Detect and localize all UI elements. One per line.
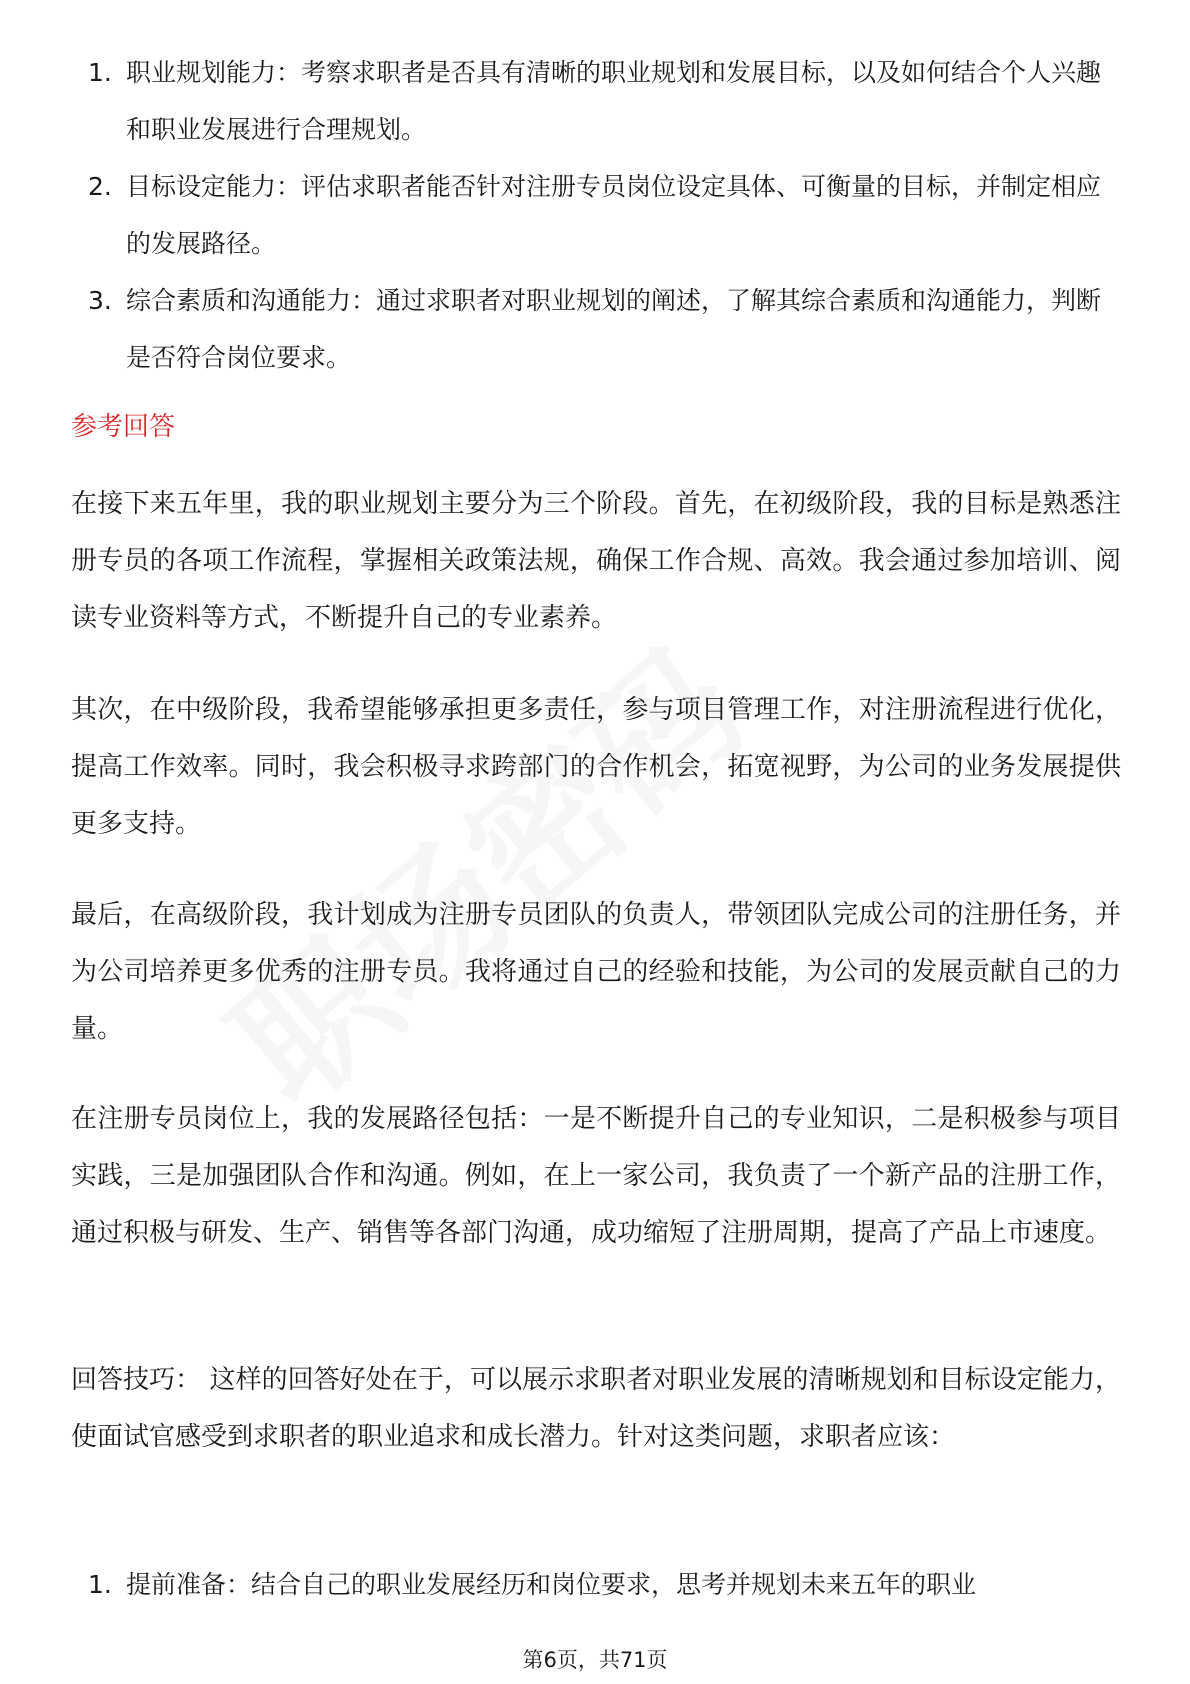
list-item — [80, 272, 1110, 386]
tips-paragraph: 回答技巧： 这样的回答好处在于，可以展示求职者对职业发展的清晰规划和目标设定能力，使面试官感受到求职者的职业追求和成长潜力。针对这类问题，求职者应该： — [71, 1365, 1121, 1452]
list-number: 3. — [88, 286, 112, 315]
list-text: 职业规划能力：考察求职者是否具有清晰的职业规划和发展目标，以及如何结合个人兴趣和职业发展进行合理规划。 — [126, 58, 1102, 144]
answer-paragraph: 在接下来五年里，我的职业规划主要分为三个阶段。首先，在初级阶段，我的目标是熟悉注册专员的各项工作流程，掌握相关政策法规，确保工作合规、高效。我会通过参加培训、阅读专业资料等方式，不断提升自己的专业素养。 — [71, 489, 1121, 633]
list-text: 目标设定能力：评估求职者能否针对注册专员岗位设定具体、可衡量的目标，并制定相应的发展路径。 — [126, 172, 1102, 258]
list-item — [80, 158, 1110, 272]
list-text: 提前准备：结合自己的职业发展经历和岗位要求，思考并规划未来五年的职业 — [126, 1570, 977, 1599]
answer-paragraph: 其次，在中级阶段，我希望能够承担更多责任，参与项目管理工作，对注册流程进行优化，提高工作效率。同时，我会积极寻求跨部门的合作机会，拓宽视野，为公司的业务发展提供更多支持。 — [71, 695, 1121, 839]
list-number: 1. — [88, 58, 112, 87]
list-text: 综合素质和沟通能力：通过求职者对职业规划的阐述，了解其综合素质和沟通能力，判断是否符合岗位要求。 — [126, 286, 1102, 372]
answer-paragraph: 最后，在高级阶段，我计划成为注册专员团队的负责人，带领团队完成公司的注册任务，并为公司培养更多优秀的注册专员。我将通过自己的经验和技能，为公司的发展贡献自己的力量。 — [71, 900, 1121, 1044]
tips-list — [80, 1556, 1110, 1613]
list-number: 2. — [88, 172, 112, 201]
list-number: 1. — [88, 1570, 112, 1599]
page-footer: 第6页，共71页 — [522, 1648, 668, 1672]
answer-paragraph: 在注册专员岗位上，我的发展路径包括：一是不断提升自己的专业知识，二是积极参与项目实践，三是加强团队合作和沟通。例如，在上一家公司，我负责了一个新产品的注册工作，通过积极与研发、生产、销售等各部门沟通，成功缩短了注册周期，提高了产品上市速度。 — [71, 1104, 1121, 1248]
list-item — [80, 1556, 1110, 1613]
watermark — [181, 592, 779, 1143]
section-title: 参考回答 — [71, 412, 176, 442]
list-item — [80, 44, 1110, 158]
evaluation-points-list — [80, 44, 1110, 386]
